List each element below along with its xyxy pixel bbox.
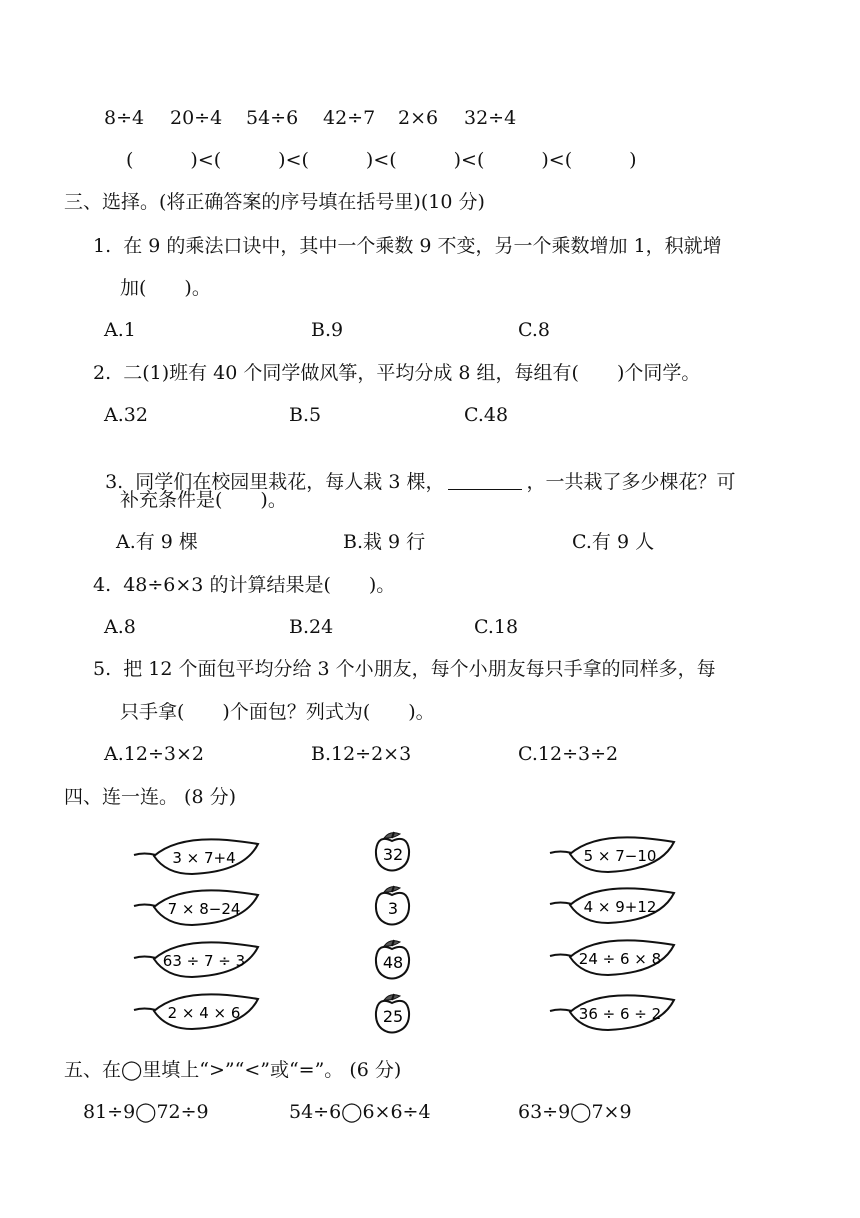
leaf-right-2-label: 4 × 9+12 bbox=[583, 898, 657, 916]
order-expr-3: 54÷6 bbox=[246, 107, 299, 129]
leaf-right-3[interactable] bbox=[548, 935, 678, 981]
order-expr-1: 8÷4 bbox=[104, 107, 145, 129]
q3-option-b[interactable]: B.栽 9 行 bbox=[343, 531, 426, 553]
apple-2-label: 3 bbox=[387, 899, 399, 918]
apple-3[interactable] bbox=[370, 936, 416, 982]
q5-option-c[interactable]: C.12÷3÷2 bbox=[518, 743, 619, 765]
section4-title: 四、连一连。 (8 分) bbox=[64, 786, 236, 808]
section3-title: 三、选择。(将正确答案的序号填在括号里)(10 分) bbox=[64, 191, 485, 213]
q1-line2: 加( )。 bbox=[120, 277, 211, 299]
leaf-left-3[interactable] bbox=[132, 937, 262, 983]
compare-item-1[interactable]: 81÷9◯72÷9 bbox=[83, 1101, 209, 1123]
q2-option-c[interactable]: C.48 bbox=[464, 404, 509, 426]
leaf-left-2-label: 7 × 8−24 bbox=[167, 900, 241, 918]
leaf-right-4[interactable] bbox=[548, 990, 678, 1036]
leaf-right-4-label: 36 ÷ 6 ÷ 2 bbox=[578, 1005, 662, 1023]
q5-option-a[interactable]: A.12÷3×2 bbox=[104, 743, 204, 765]
q1-line1: 1. 在 9 的乘法口诀中，其中一个乘数 9 不变，另一个乘数增加 1，积就增 bbox=[93, 235, 722, 257]
apple-4[interactable] bbox=[370, 990, 416, 1036]
leaf-left-4-label: 2 × 4 × 6 bbox=[167, 1004, 241, 1022]
q4-option-c[interactable]: C.18 bbox=[474, 616, 519, 638]
q5-line2: 只手拿( )个面包？列式为( )。 bbox=[120, 701, 435, 723]
order-expr-2: 20÷4 bbox=[170, 107, 223, 129]
q4-option-b[interactable]: B.24 bbox=[289, 616, 334, 638]
leaf-left-3-label: 63 ÷ 7 ÷ 3 bbox=[162, 952, 246, 970]
leaf-left-1[interactable] bbox=[132, 834, 262, 880]
leaf-right-2[interactable] bbox=[548, 883, 678, 929]
apple-4-label: 25 bbox=[382, 1007, 404, 1026]
q3-option-a[interactable]: A.有 9 棵 bbox=[116, 531, 198, 553]
q1-option-b[interactable]: B.9 bbox=[311, 319, 344, 341]
order-answer-template[interactable]: ( )<( )<( )<( )<( )<( ) bbox=[126, 149, 637, 171]
q5-option-b[interactable]: B.12÷2×3 bbox=[311, 743, 412, 765]
apple-3-label: 48 bbox=[382, 953, 404, 972]
order-expr-6: 32÷4 bbox=[464, 107, 517, 129]
q2-option-a[interactable]: A.32 bbox=[104, 404, 148, 426]
q3-line1-start: 3. 同学们在校园里栽花，每人栽 3 棵， bbox=[105, 471, 445, 493]
leaf-left-1-label: 3 × 7+4 bbox=[172, 849, 236, 867]
q2-option-b[interactable]: B.5 bbox=[289, 404, 322, 426]
q3-line1 bbox=[93, 446, 736, 494]
q1-option-c[interactable]: C.8 bbox=[518, 319, 550, 341]
section5-title: 五、在◯里填上“>”“<”或“=”。 (6 分) bbox=[64, 1059, 402, 1081]
leaf-left-4[interactable] bbox=[132, 989, 262, 1035]
order-expr-4: 42÷7 bbox=[323, 107, 376, 129]
order-expr-5: 2×6 bbox=[398, 107, 439, 129]
apple-2[interactable] bbox=[370, 882, 416, 928]
leaf-right-1[interactable] bbox=[548, 832, 678, 878]
q3-option-c[interactable]: C.有 9 人 bbox=[572, 531, 655, 553]
leaf-right-1-label: 5 × 7−10 bbox=[583, 847, 657, 865]
q2-line1: 2. 二(1)班有 40 个同学做风筝，平均分成 8 组，每组有( )个同学。 bbox=[93, 362, 701, 384]
q3-line1-end: ，一共栽了多少棵花？可 bbox=[526, 471, 736, 493]
q3-line2: 补充条件是( )。 bbox=[120, 489, 287, 511]
compare-item-2[interactable]: 54÷6◯6×6÷4 bbox=[289, 1101, 431, 1123]
q3-blank[interactable] bbox=[448, 471, 522, 490]
q5-line1: 5. 把 12 个面包平均分给 3 个小朋友，每个小朋友每只手拿的同样多，每 bbox=[93, 658, 716, 680]
q4-option-a[interactable]: A.8 bbox=[104, 616, 136, 638]
q4-line1: 4. 48÷6×3 的计算结果是( )。 bbox=[93, 574, 396, 596]
compare-item-3[interactable]: 63÷9◯7×9 bbox=[518, 1101, 632, 1123]
leaf-right-3-label: 24 ÷ 6 × 8 bbox=[578, 950, 662, 968]
apple-1[interactable] bbox=[370, 828, 416, 874]
q1-option-a[interactable]: A.1 bbox=[104, 319, 136, 341]
leaf-left-2[interactable] bbox=[132, 885, 262, 931]
apple-1-label: 32 bbox=[382, 845, 404, 864]
